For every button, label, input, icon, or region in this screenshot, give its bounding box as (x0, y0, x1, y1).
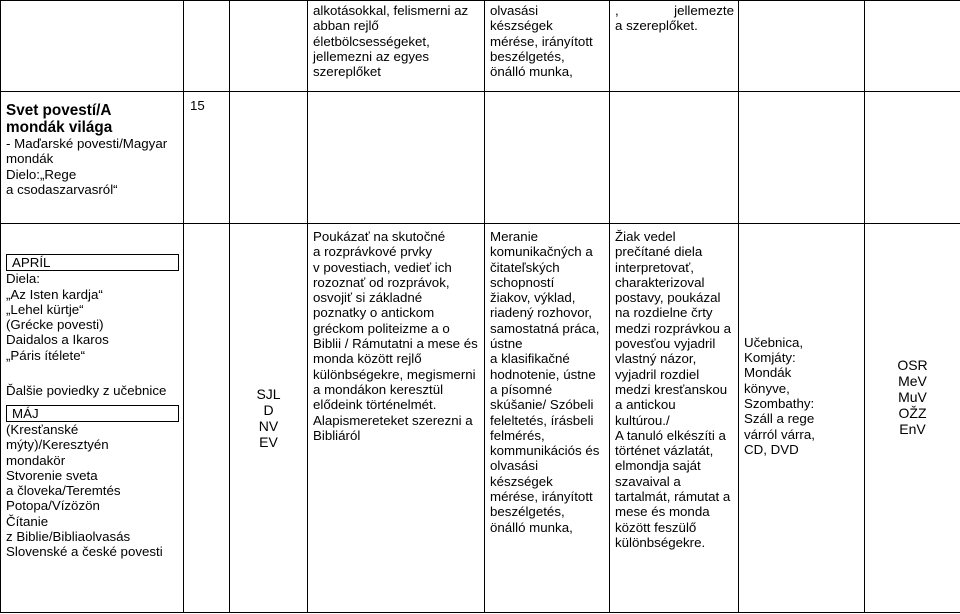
outcomes-line: vlastný názor, (615, 351, 697, 367)
methods-line: olvasási (490, 3, 539, 18)
goals-line: v povestiach, vedieť ich (313, 259, 452, 275)
resources-line: Učebnica, (744, 334, 804, 350)
cross-subject-cell (230, 1, 308, 92)
resources-cell (739, 224, 865, 613)
methods-line: beszélgetés, (490, 504, 565, 520)
resources-cell (739, 1, 865, 92)
methods-line: mérése, irányított (490, 489, 593, 505)
table-row (1, 92, 960, 224)
spacer (6, 363, 179, 378)
topic-line: a človeka/Teremtés (6, 483, 121, 499)
topic-line: mondák (6, 151, 54, 167)
resources-line: Komjáty: (744, 350, 796, 366)
table-row (1, 224, 960, 613)
topic-line: Stvorenie sveta (6, 467, 98, 483)
outcomes-line (615, 3, 734, 18)
methods-line: komunikačných a (490, 244, 593, 260)
methods-line: riadený rozhovor, (490, 305, 592, 321)
outcomes-line: postavy, poukázal (615, 290, 721, 306)
outcomes-line: na rozdielne črty (615, 305, 713, 321)
topic-line: Diela: (6, 271, 40, 287)
topic-line: mýty)/Keresztyén (6, 437, 109, 453)
methods-line: feleltetés, írásbeli (490, 412, 594, 428)
outcomes-cell (610, 224, 739, 613)
hours-cell (184, 92, 230, 224)
topic-cell (1, 224, 184, 613)
methods-line: készségek (490, 18, 553, 34)
month-april: APRÍL (6, 254, 179, 271)
subject-code: EV (259, 434, 278, 450)
hours-value: 15 (190, 98, 205, 113)
outcomes-line: medzi kresťanskou (615, 381, 728, 397)
methods-line: a klasifikačné (490, 351, 570, 367)
outcomes-line: tartalmát, rámutat a (615, 489, 731, 505)
methods-line: čitateľských (490, 259, 560, 275)
resources-line: CD, DVD (744, 441, 799, 457)
topic-line: „Páris ítélete“ (6, 347, 86, 363)
topic-line: „Lehel kürtje“ (6, 301, 84, 317)
topic-line: Ďalšie poviedky z učebnice (6, 383, 167, 399)
cross-themes-cell (865, 92, 960, 224)
topic-line: Čítanie (6, 513, 49, 529)
topic-line: „Az Isten kardja“ (6, 286, 103, 302)
methods-line: felmérés, (490, 427, 545, 443)
methods-line: mérése, irányított (490, 33, 593, 49)
subject-code: SJL (256, 386, 281, 402)
cross-theme: MuV (898, 388, 927, 405)
cross-theme: EnV (899, 420, 926, 437)
methods-line: ústne (490, 336, 523, 352)
cross-themes-cell (865, 1, 960, 92)
methods-line: a písomné (490, 381, 553, 397)
topic-line: a csodaszarvasról“ (6, 181, 118, 197)
methods-line: önálló munka, (490, 64, 573, 80)
goals-line: osvojiť si základné (313, 290, 423, 306)
resources-line: várról várra, (744, 426, 815, 442)
goals-cell (308, 92, 485, 224)
topic-line: Dielo:„Rege (6, 166, 77, 182)
outcomes-line: prečítané diela (615, 244, 703, 260)
goals-line: rozoznať od rozprávok, (313, 274, 450, 290)
outcomes-word: jellemezte (674, 3, 734, 18)
goals-line: Bibliáról (313, 427, 361, 443)
goals-line: Alapismereteket szerezni a (313, 412, 473, 428)
methods-line: kommunikációs és (490, 443, 600, 459)
resources-line: Száll a rege (744, 411, 815, 427)
table-row (1, 1, 960, 92)
topic-heading: Svet povestí/A (6, 102, 112, 119)
hours-cell (184, 1, 230, 92)
goals-line: a mondákon keresztül (313, 381, 444, 397)
topic-line: (Grécke povesti) (6, 317, 104, 333)
outcomes-line: kultúrou./ (615, 412, 670, 428)
goals-cell (308, 1, 485, 92)
methods-line: žiakov, výklad, (490, 290, 576, 306)
month-may: MÁJ (6, 405, 179, 422)
topic-cell (1, 1, 184, 92)
methods-line: schopností (490, 274, 555, 290)
outcomes-line: a szereplőket. (615, 18, 698, 34)
topic-line: Potopa/Vízözön (6, 498, 100, 514)
cross-theme: MeV (898, 372, 927, 389)
outcomes-line: elmondja saját (615, 458, 701, 474)
goals-line: Poukázať na skutočné (313, 229, 446, 244)
outcomes-line: charakterizoval (615, 274, 705, 290)
methods-line: önálló munka, (490, 519, 573, 535)
hours-cell (184, 224, 230, 613)
goals-line: szereplőket (313, 64, 381, 80)
subject-code: NV (258, 418, 279, 434)
methods-line: hodnotenie, ústne (490, 366, 596, 382)
topic-line: z Biblie/Bibliaolvasás (6, 529, 131, 545)
subject-code: D (263, 402, 274, 418)
methods-line: Meranie (490, 229, 539, 244)
cross-themes-cell (865, 224, 960, 613)
methods-cell (485, 224, 610, 613)
topic-line: (Kresťanské (6, 421, 79, 437)
cross-subject-cell (230, 92, 308, 224)
goals-line: a rozprávkové prvky (313, 244, 432, 260)
resources-line: Szombathy: (744, 396, 815, 411)
cross-theme: OŽZ (898, 404, 927, 421)
cross-subject-cell (230, 224, 308, 613)
topic-line: Slovenské a české povesti (6, 544, 163, 560)
goals-line: monda között rejlő (313, 351, 422, 367)
outcomes-line: povesťou vyjadril (615, 336, 716, 352)
goals-line: különbségekre, megismerni (313, 366, 476, 382)
topic-line: - Maďarské povesti/Magyar (6, 136, 168, 151)
outcomes-line: között feszülő (615, 519, 697, 535)
methods-line: olvasási (490, 458, 539, 474)
outcomes-line: szavaival a (615, 473, 681, 489)
goals-line: Biblii / Rámutatni a mese és (313, 336, 478, 352)
goals-line: poznatky o antickom (313, 305, 435, 321)
methods-line: skúšanie/ Szóbeli (490, 397, 594, 413)
methods-line: készségek (490, 473, 553, 489)
outcomes-line: történet vázlatát, (615, 443, 714, 459)
methods-line: samostatná práca, (490, 320, 600, 336)
outcomes-line: interpretovať, (615, 259, 694, 275)
outcomes-line: medzi rozprávkou a (615, 320, 732, 336)
goals-line: elődeink történelmét. (313, 397, 437, 413)
outcomes-line: vyjadril rozdiel (615, 366, 700, 382)
topic-line: Daidalos a Ikaros (6, 332, 109, 348)
resources-line: Mondák (744, 365, 792, 381)
topic-cell (1, 92, 184, 224)
outcomes-cell (610, 92, 739, 224)
outcomes-comma: , (615, 3, 619, 18)
methods-cell (485, 1, 610, 92)
goals-cell (308, 224, 485, 613)
goals-line: abban rejlő (313, 18, 379, 34)
resources-cell (739, 92, 865, 224)
goals-line: jellemezni az egyes (313, 48, 430, 64)
outcomes-line: A tanuló elkészíti a (615, 427, 726, 443)
outcomes-cell (610, 1, 739, 92)
outcomes-line: Žiak vedel (615, 229, 676, 244)
topic-line: mondakör (6, 452, 66, 468)
outcomes-line: különbségekre. (615, 534, 706, 550)
methods-line: beszélgetés, (490, 48, 565, 64)
outcomes-line: mese és monda (615, 504, 710, 520)
outcomes-line: a antickou (615, 397, 676, 413)
methods-cell (485, 92, 610, 224)
topic-heading: mondák világa (6, 119, 113, 136)
goals-line: életbölcsességeket, (313, 33, 430, 49)
goals-line: alkotásokkal, felismerni az (313, 3, 469, 18)
resources-line: könyve, (744, 380, 790, 396)
cross-theme: OSR (897, 356, 928, 373)
goals-line: gréckom politeizme a o (313, 320, 450, 336)
